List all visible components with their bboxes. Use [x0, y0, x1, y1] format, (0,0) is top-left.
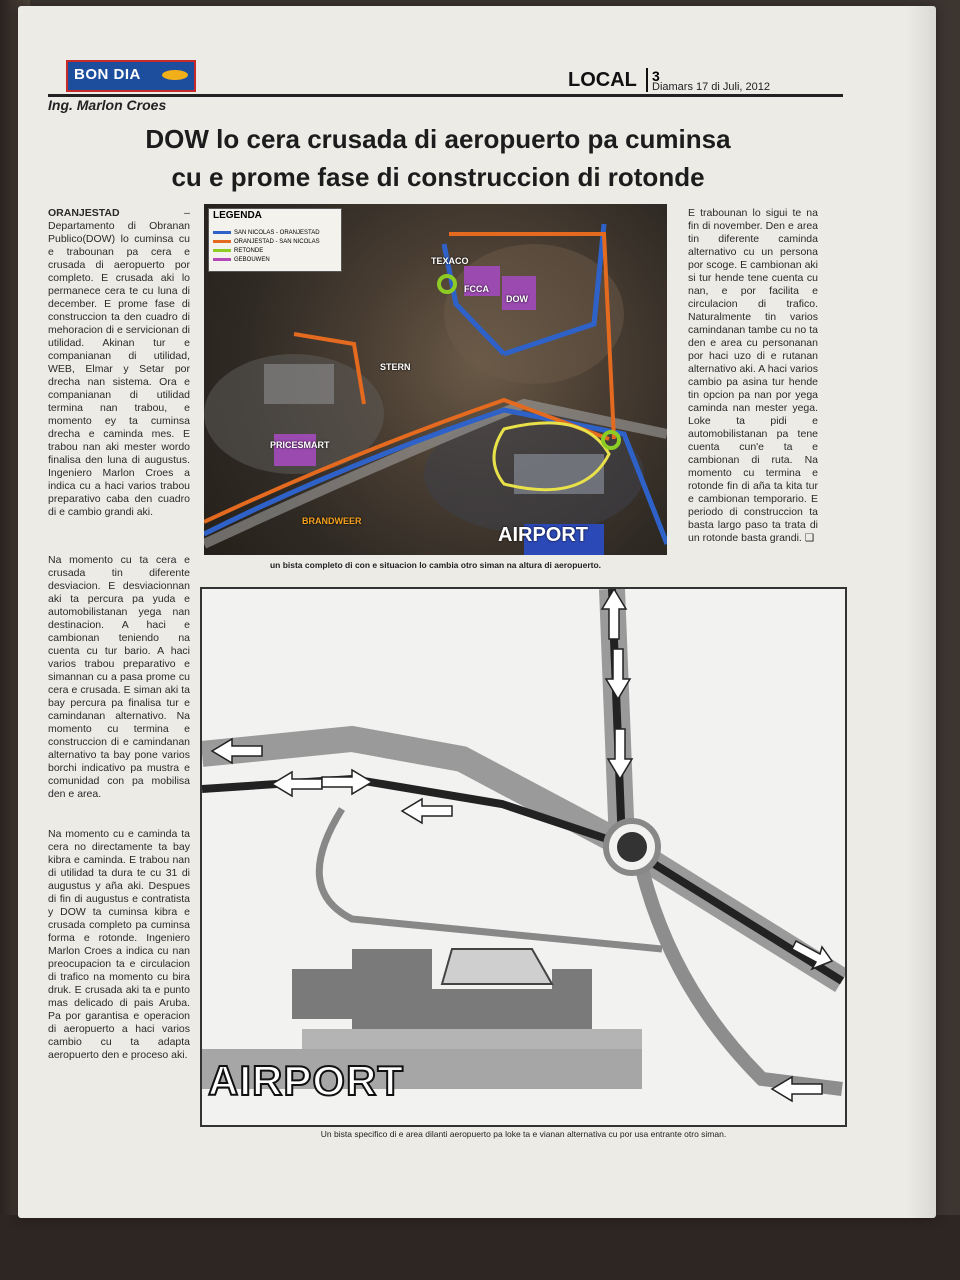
paragraph-2: Na momento cu ta cera e crusada tin diferente desviacion. E desviacionnan aki ta percura pa yuda e automobilistanan yega nan destinacion. A haci e cambionan teniendo na cuenta cu tur bario. A haci varios trabou preparativo e simannan cu a pasa prome cu cera e crusada. E siman aki ta bay percura pa finalisa tur e camindanan alternativo. Na momento cu termina e construccion di e camindanan alternativo ta bay pone varios borchi indicativo pa mustra e comunidad con pa mobilisa den e area.: [48, 554, 190, 800]
paragraph-1: – Departamento di Obranan Publico(DOW) lo cuminsa cu e trabounan pa cera e crusada di aeropuerto por completo. E crusada aki lo permanece cera te cu luna di december. E prome fase di construccion ta den cuadro di mehoracion di e servicionan di utilidad. Akinan tur e companianan di utilidad, WEB, Elmar y Setar por drecha nan sistema. Ora e companianan di utilidad termina nan trabou, e momento ey ta cuminsa drecha e caminda mes. E trabou nan aki mester wordo finalisa den luna di augustus. Ingeniero Marlon Croes a indica cu a haci varios trabou preparativo caba den cuadro di e cambio grandi aki.: [48, 207, 190, 518]
label-pricesmart: PRICESMART: [270, 440, 330, 450]
legend-swatch-orange: [213, 240, 231, 243]
byline: Ing. Marlon Croes: [48, 97, 167, 113]
masthead-rule: [48, 94, 843, 97]
section-divider: [646, 68, 648, 92]
issue-date: Diamars 17 di Juli, 2012: [652, 81, 771, 93]
label-brandweer: BRANDWEER: [302, 516, 362, 526]
bon-dia-logo: BON DIA: [66, 60, 196, 92]
legend-swatch-green: [213, 249, 231, 252]
section-name: LOCAL: [568, 69, 637, 91]
legend-swatch-purple: [213, 258, 231, 261]
article-column-left: [48, 207, 190, 519]
dateline: ORANJESTAD: [48, 207, 120, 219]
label-fcca: FCCA: [464, 284, 489, 294]
terminal-canopy: [442, 949, 552, 984]
logo-swoosh-icon: [162, 70, 188, 80]
aerial-route-map: [204, 204, 667, 555]
photo-caption: un bista completo di con e situacion lo cambia otro siman na altura di aeropuerto.: [269, 560, 602, 570]
map-legend: LEGENDA SAN NICOLAS - ORANJESTAD ORANJESTAD - SAN NICOLAS RETONDE GEBOUWEN: [208, 208, 342, 272]
arrow-icon: [272, 772, 322, 796]
legend-item: SAN NICOLAS - ORANJESTAD: [213, 229, 320, 238]
headline-line-1: DOW lo cera crusada di aeropuerto pa cuminsa: [145, 124, 731, 154]
pricesmart-building: [274, 434, 316, 466]
page-number: 3: [652, 68, 660, 84]
legend-item: GEBOUWEN: [213, 256, 270, 265]
headline-line-2: cu e prome fase di construccion di rotonde: [171, 162, 705, 192]
road-diagram-drawing: [202, 589, 845, 1125]
paragraph-3: Na momento cu e caminda ta cera no directamente ta bay kibra e caminda. E trabou nan di utilidad ta dura te cu 31 di augustus y aña aki. Despues di fin di augustus e contratista y DOW ta cuminsa kibra e crusada completo pa cuminsa forma e rotonde. Ingeniero Marlon Croes a indica cu nan preocupacion ta e circulacion di trafico na momento cu bira druk. E crusada aki ta e punto mas delicado di pais Aruba. Pa por garantisa e operacion di aeropuerto a haci varios cambio cu ta adapta aeropuerto den e proceso aki.: [48, 828, 190, 1061]
label-texaco: TEXACO: [431, 256, 469, 266]
legend-item: ORANJESTAD - SAN NICOLAS: [213, 238, 320, 247]
article-column-right: E trabounan lo sigui te na fin di november. Den e area tin diferente caminda alternativo cu un persona por scoge. E cambionan aki si tur hende tene cuenta cu nan, e por facilita e circulacion di trafico. Naturalmente tin varios camindanan tambe cu no ta den e area cu personanan por haci uzo di e rutanan alternativo aki. A haci varios cambio pa asina tur hende tin opcion pa nan por yega caminda nan mester yega. Loke ta pidi e automobilistanan pa tene cuenta cun'e ta e cambionan di ruta. Na momento cu termina e rotonde fin di aña ta kita tur e cambionan temporario. E periodo di construccion ta basta largo paso ta trata di un rotonde basta grandi. ❑: [688, 207, 818, 544]
legend-swatch-blue: [213, 231, 231, 234]
building-block: [264, 364, 334, 404]
airport-label: AIRPORT: [208, 1057, 404, 1104]
arrow-icon: [322, 770, 372, 794]
road-diagram: [200, 587, 847, 1127]
label-dow: DOW: [506, 294, 528, 304]
arrow-icon: [402, 799, 452, 823]
legend-item: RETONDE: [213, 247, 263, 256]
diagram-caption: Un bista specifico di e area dilanti aeropuerto pa loke ta e vianan alternativa cu por usa entrante otro siman.: [320, 1129, 727, 1139]
label-stern: STERN: [380, 362, 411, 372]
roundabout-centre: [617, 832, 647, 862]
newspaper-page: [18, 6, 936, 1218]
label-airport: AIRPORT: [498, 524, 588, 546]
dow-building: [502, 276, 536, 310]
